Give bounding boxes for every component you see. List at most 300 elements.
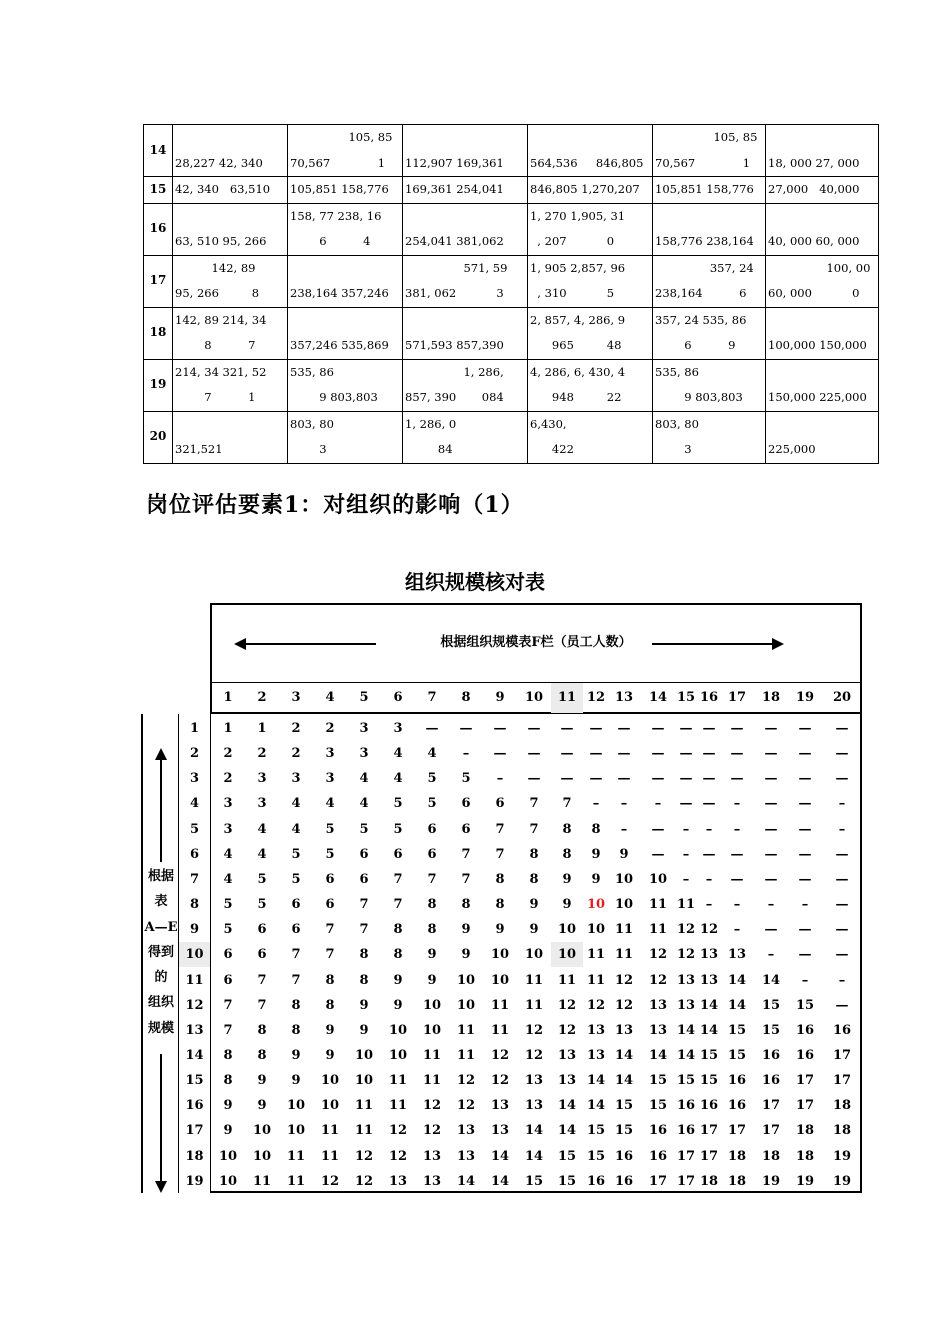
matrix-cell: 9 — [325, 1022, 335, 1038]
cell-line — [290, 308, 400, 334]
matrix-cell: 5 — [427, 771, 437, 787]
cell-line: 100,000 150,000 — [768, 338, 867, 352]
matrix-cell: — — [764, 796, 778, 812]
matrix-cell: — — [679, 746, 693, 762]
cell-line: 535, 86 — [655, 364, 699, 379]
matrix-cell: 12 — [354, 1173, 374, 1189]
table-cell — [173, 177, 288, 204]
column-header: 16 — [699, 690, 719, 705]
matrix-cell: 10 — [524, 947, 544, 963]
matrix-cell: 17 — [761, 1123, 781, 1139]
matrix-cell: 15 — [676, 1073, 696, 1089]
matrix-cell: 13 — [648, 997, 668, 1013]
cell-line: 105,851 158,776 — [290, 182, 389, 196]
cell-line: 18, 000 27, 000 — [768, 155, 860, 170]
matrix-cell: 12 — [614, 972, 634, 988]
matrix-cell: 3 — [291, 771, 301, 787]
matrix-cell: 7 — [325, 922, 335, 938]
matrix-cell: 9 — [591, 846, 601, 862]
matrix-cell: — — [560, 746, 574, 762]
matrix-cell: — — [651, 746, 665, 762]
matrix-cell: 14 — [676, 1022, 696, 1038]
matrix-cell: 11 — [354, 1098, 374, 1114]
cell-line: 150,000 225,000 — [768, 390, 867, 404]
matrix-cell: 13 — [422, 1148, 442, 1164]
matrix-cell: 9 — [529, 922, 539, 938]
matrix-cell: — — [835, 947, 849, 963]
matrix-cell: 2 — [291, 721, 301, 736]
cell-line: 1, 270 1,905, 31 — [530, 208, 626, 223]
matrix-cell: 6 — [427, 846, 437, 862]
matrix-cell: – — [767, 897, 775, 913]
matrix-cell: – — [654, 796, 662, 812]
matrix-cell: 11 — [648, 897, 668, 913]
matrix-cell: 3 — [325, 771, 335, 787]
matrix-cell: 15 — [795, 997, 815, 1013]
cell-line — [768, 204, 876, 230]
matrix-cell: 19 — [795, 1173, 815, 1189]
cell-line: 6,430, — [530, 416, 567, 431]
matrix-cell: 6 — [359, 846, 369, 862]
matrix-cell: 14 — [614, 1073, 634, 1089]
cell-line: 1, 286, 0 — [405, 416, 457, 431]
cell-line: 4, 286, 6, 430, 4 — [530, 364, 626, 379]
matrix-cell: 12 — [320, 1173, 340, 1189]
matrix-cell: — — [651, 771, 665, 787]
matrix-cell: 13 — [490, 1098, 510, 1114]
matrix-cell: – — [767, 947, 775, 963]
table-row — [144, 359, 879, 411]
matrix-cell: 10 — [388, 1022, 408, 1038]
matrix-cell: 10 — [218, 1173, 238, 1189]
cell-line: 965 48 — [530, 338, 622, 352]
matrix-cell: 14 — [586, 1098, 606, 1114]
matrix-cell: 13 — [490, 1123, 510, 1139]
matrix-cell: 16 — [699, 1098, 719, 1114]
matrix-cell: 6 — [325, 871, 335, 887]
matrix-cell: 1 — [223, 721, 233, 736]
cell-line — [655, 204, 763, 230]
column-header: 11 — [551, 683, 583, 713]
matrix-cell: 12 — [490, 1073, 510, 1089]
matrix-cell: — — [798, 947, 812, 963]
matrix-cell: – — [462, 746, 470, 762]
matrix-cell: — — [589, 721, 603, 736]
matrix-cell: — — [764, 922, 778, 938]
matrix-cell: – — [733, 796, 741, 812]
matrix-cell: 4 — [393, 746, 403, 762]
matrix-cell: 17 — [699, 1123, 719, 1139]
column-header-row — [210, 682, 862, 714]
table-cell — [403, 125, 528, 177]
matrix-cell: 13 — [676, 972, 696, 988]
matrix-cell: 6 — [495, 796, 505, 812]
matrix-cell: 6 — [291, 922, 301, 938]
matrix-cell: 15 — [557, 1173, 577, 1189]
table-cell — [288, 177, 403, 204]
matrix-cell: — — [527, 721, 541, 736]
matrix-cell: — — [679, 771, 693, 787]
cell-line: 857, 390 084 — [405, 390, 504, 404]
matrix-cell: 17 — [699, 1148, 719, 1164]
matrix-cell: 19 — [761, 1173, 781, 1189]
matrix-cell: 6 — [461, 796, 471, 812]
cell-line: 42, 340 63,510 — [175, 182, 271, 196]
column-header: 7 — [427, 690, 437, 705]
matrix-cell: 12 — [524, 1047, 544, 1063]
matrix-cell: 13 — [648, 1022, 668, 1038]
matrix-cell: 10 — [614, 897, 634, 913]
matrix-cell: 11 — [586, 972, 606, 988]
matrix-cell: 19 — [832, 1148, 852, 1164]
matrix-cell: 3 — [325, 746, 335, 762]
table-row — [144, 411, 879, 463]
matrix-cell: 8 — [393, 947, 403, 963]
matrix-cell: — — [798, 871, 812, 887]
cell-line: 105,851 158,776 — [655, 182, 754, 196]
matrix-cell: 10 — [490, 947, 510, 963]
matrix-cell: 9 — [291, 1073, 301, 1089]
matrix-cell: 18 — [761, 1148, 781, 1164]
salary-band-table-body — [144, 125, 879, 464]
matrix-cell: 3 — [257, 796, 267, 812]
matrix-cell: — — [798, 771, 812, 787]
cell-line: 9 803,803 — [290, 390, 378, 404]
cell-line: 357, 24 535, 86 — [655, 312, 747, 327]
matrix-cell: 9 — [562, 897, 572, 913]
matrix-cell: 19 — [832, 1173, 852, 1189]
matrix-cell: 6 — [359, 871, 369, 887]
table-cell — [528, 255, 653, 307]
matrix-cell: 12 — [456, 1073, 476, 1089]
matrix-cell: 15 — [614, 1098, 634, 1114]
matrix-cell: 14 — [727, 972, 747, 988]
column-header: 9 — [495, 690, 505, 705]
table-cell — [403, 177, 528, 204]
matrix-cell: — — [798, 821, 812, 837]
cell-line: 6 4 — [290, 234, 371, 248]
matrix-cell: 9 — [257, 1098, 267, 1114]
row-header: 16 — [185, 1098, 204, 1114]
matrix-cell: — — [651, 821, 665, 837]
matrix-cell: 7 — [562, 796, 572, 812]
table-cell — [766, 177, 879, 204]
cell-line: 214, 34 321, 52 — [175, 364, 267, 379]
matrix-cell: 5 — [325, 846, 335, 862]
matrix-cell: 3 — [223, 796, 233, 812]
matrix-cell: 15 — [761, 997, 781, 1013]
matrix-cell: — — [493, 746, 507, 762]
row-header: 13 — [185, 1022, 204, 1038]
matrix-cell: 8 — [427, 897, 437, 913]
table-cell — [288, 125, 403, 177]
matrix-cell: 13 — [614, 1022, 634, 1038]
cell-line: 142, 89 — [175, 260, 256, 275]
column-header: 20 — [832, 690, 852, 705]
matrix-cell: 17 — [795, 1098, 815, 1114]
matrix-cell: – — [682, 871, 690, 887]
matrix-cell: 10 — [551, 942, 583, 967]
matrix-cell: — — [835, 922, 849, 938]
matrix-cell: — — [527, 771, 541, 787]
matrix-cell: 13 — [586, 1047, 606, 1063]
matrix-cell: – — [838, 796, 846, 812]
matrix-cell: 5 — [291, 846, 301, 862]
matrix-cell: 4 — [359, 771, 369, 787]
matrix-cell: 15 — [648, 1073, 668, 1089]
matrix-cell: 4 — [223, 871, 233, 887]
cell-line — [175, 125, 285, 151]
matrix-cell: 10 — [252, 1123, 272, 1139]
matrix-cell: 9 — [591, 871, 601, 887]
matrix-cell: — — [679, 796, 693, 812]
matrix-cell: 9 — [325, 1047, 335, 1063]
matrix-cell: — — [730, 771, 744, 787]
matrix-cell: 12 — [648, 947, 668, 963]
table-cell — [653, 125, 766, 177]
matrix-cell: 6 — [461, 821, 471, 837]
matrix-cell: 12 — [699, 922, 719, 938]
cell-line: 70,567 1 — [655, 155, 751, 170]
matrix-cell: 10 — [354, 1047, 374, 1063]
cell-line: 63, 510 95, 266 — [175, 234, 267, 248]
matrix-cell: 7 — [393, 871, 403, 887]
matrix-cell: 15 — [586, 1148, 606, 1164]
matrix-cell: 8 — [223, 1073, 233, 1089]
matrix-cell: 13 — [676, 997, 696, 1013]
matrix-cell: — — [835, 997, 849, 1013]
matrix-cell: 3 — [359, 746, 369, 762]
matrix-cell: 14 — [761, 972, 781, 988]
cell-line: 9 803,803 — [655, 390, 743, 404]
cell-line — [768, 412, 876, 438]
matrix-cell: 10 — [490, 972, 510, 988]
cell-line: 225,000 — [768, 442, 816, 456]
row-label: 15 — [144, 177, 173, 204]
matrix-cell: 17 — [676, 1148, 696, 1164]
row-caption-line: 的 — [154, 970, 168, 986]
matrix-cell: 14 — [557, 1098, 577, 1114]
matrix-cell: 11 — [456, 1022, 476, 1038]
cell-line: 535, 86 — [290, 364, 334, 379]
matrix-cell: – — [620, 796, 628, 812]
cell-line: 40, 000 60, 000 — [768, 234, 860, 248]
cell-line: 803, 80 — [290, 416, 334, 431]
matrix-cell: 11 — [524, 997, 544, 1013]
matrix-cell: – — [620, 821, 628, 837]
matrix-cell: 12 — [456, 1098, 476, 1114]
matrix-cell: 9 — [257, 1073, 267, 1089]
matrix-body — [211, 714, 862, 1193]
matrix-cell: — — [730, 721, 744, 736]
matrix-cell: 11 — [648, 922, 668, 938]
matrix-cell: 7 — [529, 796, 539, 812]
matrix-cell: 7 — [291, 972, 301, 988]
cell-line: 158,776 238,164 — [655, 234, 754, 248]
matrix-cell: 16 — [676, 1098, 696, 1114]
matrix-cell: 8 — [223, 1047, 233, 1063]
matrix-cell: 7 — [529, 821, 539, 837]
matrix-cell: 10 — [557, 922, 577, 938]
matrix-cell: 11 — [614, 922, 634, 938]
table-cell — [766, 255, 879, 307]
matrix-cell: 8 — [257, 1047, 267, 1063]
matrix-cell: — — [702, 796, 716, 812]
matrix-cell: 7 — [461, 846, 471, 862]
column-caption: 根据组织规模表F栏（员工人数） — [440, 635, 632, 650]
column-header: 10 — [524, 690, 544, 705]
matrix-cell: 9 — [495, 922, 505, 938]
matrix-cell: – — [838, 972, 846, 988]
cell-line: 3 — [290, 442, 327, 456]
matrix-cell: 6 — [223, 972, 233, 988]
matrix-cell: 17 — [832, 1073, 852, 1089]
table-cell — [403, 307, 528, 359]
cell-line: 571,593 857,390 — [405, 338, 504, 352]
matrix-cell: 9 — [223, 1098, 233, 1114]
matrix-cell: – — [705, 897, 713, 913]
matrix-cell: 1 — [257, 721, 267, 736]
cell-line: , 207 0 — [530, 234, 615, 248]
matrix-cell: 11 — [586, 947, 606, 963]
column-header: 5 — [359, 690, 369, 705]
matrix-cell: 14 — [676, 1047, 696, 1063]
arrow-up-icon — [160, 752, 162, 862]
matrix-cell: 5 — [427, 796, 437, 812]
matrix-cell: 4 — [427, 746, 437, 762]
matrix-cell: 18 — [727, 1173, 747, 1189]
table-cell — [403, 411, 528, 463]
matrix-cell: 13 — [388, 1173, 408, 1189]
row-header: 5 — [189, 821, 200, 837]
matrix-cell: — — [835, 871, 849, 887]
matrix-cell: 5 — [359, 821, 369, 837]
section-heading: 岗位评估要素1：对组织的影响（1） — [146, 492, 524, 518]
matrix-cell: – — [801, 972, 809, 988]
cell-line: 254,041 381,062 — [405, 234, 504, 248]
matrix-cell: 13 — [524, 1073, 544, 1089]
matrix-cell: 8 — [529, 846, 539, 862]
matrix-cell: 13 — [699, 972, 719, 988]
matrix-cell: 4 — [325, 796, 335, 812]
matrix-cell: 4 — [223, 846, 233, 862]
matrix-cell: 11 — [320, 1148, 340, 1164]
matrix-cell: 8 — [461, 897, 471, 913]
matrix-cell: 15 — [586, 1123, 606, 1139]
matrix-cell: 10 — [422, 1022, 442, 1038]
matrix-cell: 6 — [257, 922, 267, 938]
table-cell — [288, 307, 403, 359]
matrix-cell: — — [527, 746, 541, 762]
table-cell — [653, 177, 766, 204]
matrix-cell: 7 — [359, 922, 369, 938]
matrix-cell: 8 — [562, 821, 572, 837]
cell-line: 27,000 40,000 — [768, 182, 860, 196]
matrix-cell: 18 — [795, 1123, 815, 1139]
row-header: 8 — [189, 897, 200, 913]
cell-line: 28,227 42, 340 — [175, 155, 263, 170]
matrix-cell: 5 — [393, 796, 403, 812]
matrix-cell: 12 — [422, 1123, 442, 1139]
cell-line — [530, 125, 650, 151]
row-label: 19 — [144, 359, 173, 411]
matrix-cell: — — [764, 871, 778, 887]
matrix-cell: 10 — [422, 997, 442, 1013]
matrix-cell: 11 — [320, 1123, 340, 1139]
matrix-cell: 11 — [456, 1047, 476, 1063]
cell-line: 357,246 535,869 — [290, 338, 389, 352]
matrix-cell: 15 — [699, 1073, 719, 1089]
row-label: 17 — [144, 255, 173, 307]
salary-band-table — [143, 124, 879, 464]
matrix-cell: 3 — [393, 721, 403, 736]
matrix-cell: 10 — [586, 897, 606, 913]
matrix-cell: 9 — [223, 1123, 233, 1139]
matrix-cell: 5 — [257, 871, 267, 887]
matrix-cell: 7 — [495, 846, 505, 862]
table-cell — [288, 203, 403, 255]
row-header: 2 — [189, 746, 200, 762]
table-cell — [528, 177, 653, 204]
matrix-cell: – — [733, 922, 741, 938]
matrix-cell: 7 — [393, 897, 403, 913]
matrix-cell: 14 — [699, 1022, 719, 1038]
matrix-cell: 11 — [422, 1047, 442, 1063]
matrix-cell: 12 — [388, 1148, 408, 1164]
matrix-cell: 14 — [524, 1123, 544, 1139]
row-caption-line: 表 — [154, 894, 168, 910]
matrix-cell: 5 — [291, 871, 301, 887]
cell-line: 142, 89 214, 34 — [175, 312, 267, 327]
matrix-cell: 4 — [291, 821, 301, 837]
cell-line: 3 — [655, 442, 692, 456]
matrix-cell: 6 — [393, 846, 403, 862]
row-label: 14 — [144, 125, 173, 177]
matrix-cell: — — [425, 721, 439, 736]
matrix-cell: — — [493, 721, 507, 736]
matrix-cell: 5 — [223, 897, 233, 913]
matrix-cell: 11 — [252, 1173, 272, 1189]
matrix-cell: — — [617, 721, 631, 736]
column-header: 4 — [325, 690, 335, 705]
table-cell — [653, 359, 766, 411]
matrix-cell: 12 — [586, 997, 606, 1013]
table-cell — [288, 359, 403, 411]
matrix-cell: — — [702, 846, 716, 862]
table-cell — [528, 203, 653, 255]
matrix-cell: — — [702, 721, 716, 736]
matrix-cell: 5 — [461, 771, 471, 787]
matrix-cell: 17 — [727, 1123, 747, 1139]
cell-line: 6 9 — [655, 338, 736, 352]
matrix-cell: — — [730, 846, 744, 862]
table-row — [144, 177, 879, 204]
matrix-cell: 9 — [359, 997, 369, 1013]
matrix-cell: 3 — [223, 821, 233, 837]
matrix-cell: 3 — [257, 771, 267, 787]
cell-line: 238,164 357,246 — [290, 286, 389, 300]
matrix-cell: 12 — [388, 1123, 408, 1139]
matrix-cell: 7 — [291, 947, 301, 963]
matrix-cell: 9 — [427, 947, 437, 963]
matrix-cell: 16 — [727, 1073, 747, 1089]
table-cell — [653, 203, 766, 255]
matrix-cell: 10 — [286, 1123, 306, 1139]
matrix-cell: 13 — [727, 947, 747, 963]
matrix-cell: – — [592, 796, 600, 812]
matrix-cell: — — [702, 746, 716, 762]
matrix-cell: 10 — [456, 972, 476, 988]
